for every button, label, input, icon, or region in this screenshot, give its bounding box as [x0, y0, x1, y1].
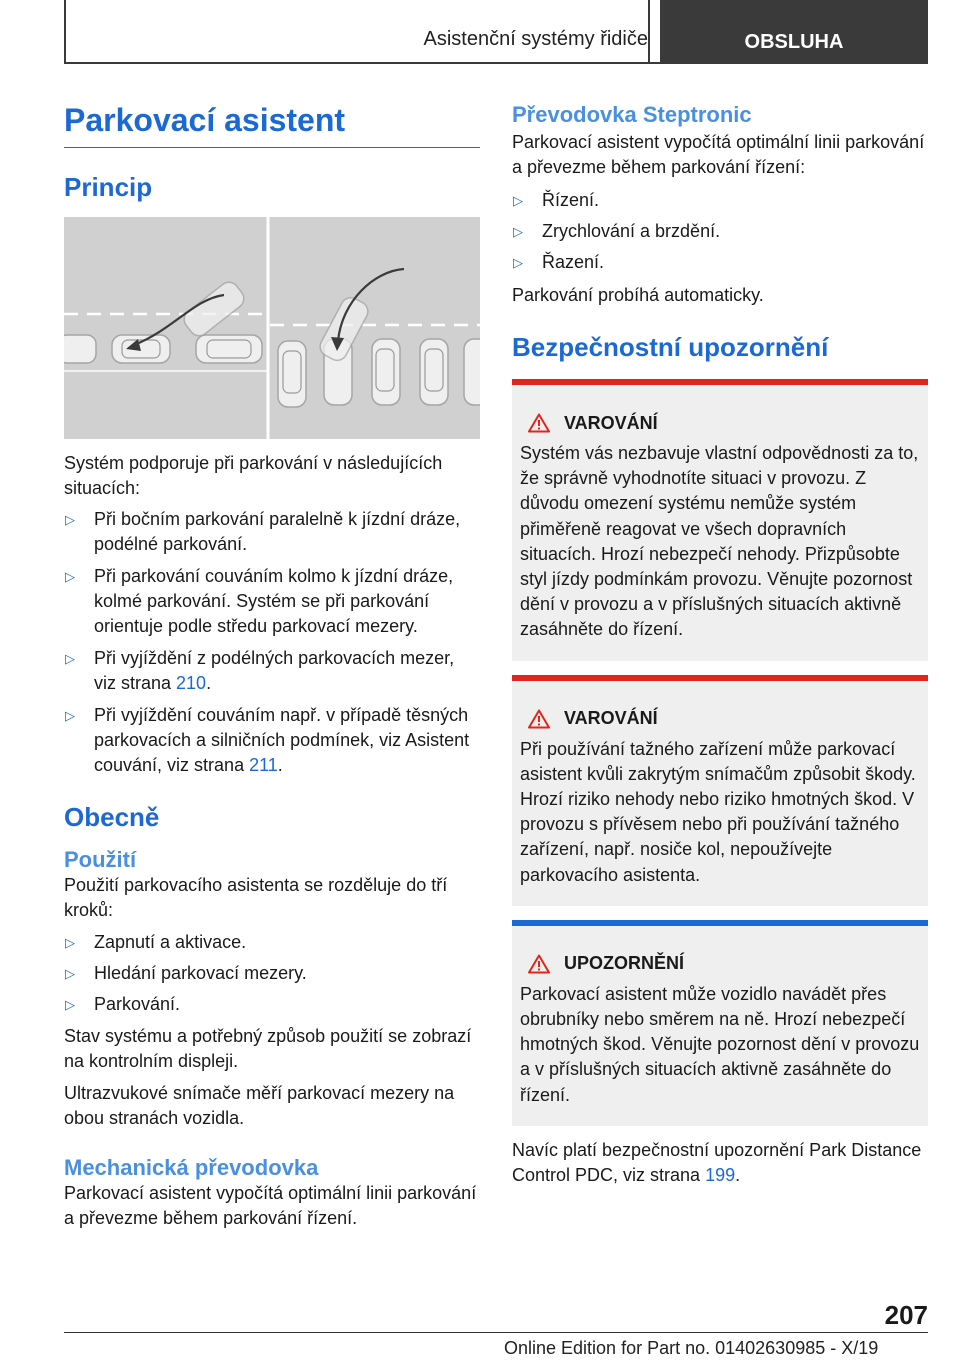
list-item: ▷ Při vyjíždění z podélných parkovacích mezer, viz strana 210. — [65, 648, 455, 693]
list-item: ▷ Při parkování couváním kolmo k jízdní dráze, kolmé parkování. Systém se při parkování orientuje podle středu parkovací mezery. — [65, 566, 454, 636]
warning-text: Při používání tažného zařízení může parkovací asistent kvůli zakrytým snímačům způsobit škody. Hrozí riziko nehody nebo riziko hmotných škod. V provozu s přívěsem nebo při používání tažného zařízení, např. nosiče kol, nepoužívejte parkovacího asistenta. — [520, 738, 916, 885]
list-item: ▷ Zrychlování a brzdění. — [512, 219, 928, 244]
princip-heading: Princip — [64, 172, 153, 202]
notice-label: UPOZORNĚNÍ — [564, 953, 685, 974]
warning-label: VAROVÁNÍ — [564, 412, 658, 433]
page-link-211[interactable]: 211 — [249, 755, 278, 775]
list-item: ▷ Hledání parkovací mezery. — [64, 961, 480, 986]
parking-illustration — [64, 217, 480, 439]
warning-box — [512, 675, 928, 906]
list-item: ▷ Řízení. — [512, 188, 928, 213]
triangle-bullet-icon: ▷ — [65, 569, 75, 584]
triangle-bullet-icon: ▷ — [65, 708, 75, 723]
status-paragraph: Stav systému a potřebný způsob použití se zobrazí na kontrolním displeji. — [64, 1026, 472, 1071]
obecne-heading: Obecně — [64, 802, 160, 832]
triangle-bullet-icon: ▷ — [65, 512, 75, 527]
triangle-bullet-icon: ▷ — [513, 193, 523, 208]
steps-list — [64, 930, 480, 1017]
page-title: Parkovací asistent — [64, 100, 480, 148]
page-link-199[interactable]: 199 — [705, 1164, 736, 1185]
left-column — [64, 100, 480, 1231]
mechanical-gearbox-text: Parkovací asistent vypočítá optimální linii parkování a převezme během parkování řízení. — [64, 1183, 477, 1228]
notice-text: Parkovací asistent může vozidlo navádět přes obrubníky nebo směrem na ně. Hrozí nebezpečí hmotných škod. Věnujte pozornost dění v provozu a v příslušných situacích aktivně zasáhněte do řízení. — [520, 983, 920, 1105]
list-item: ▷ Řazení. — [512, 250, 928, 275]
right-column — [512, 100, 928, 1188]
page-link-210[interactable]: 210 — [176, 673, 207, 693]
section-title: Asistenční systémy řidiče — [423, 28, 648, 50]
safety-heading: Bezpečnostní upozornění — [512, 332, 829, 362]
footer-rule — [64, 1332, 928, 1333]
pouziti-intro: Použití parkovacího asistenta se rozděluje do tří kroků: — [64, 875, 448, 920]
sensors-paragraph: Ultrazvukové snímače měří parkovací mezery na obou stranách vozidla. — [64, 1083, 455, 1128]
triangle-bullet-icon: ▷ — [513, 224, 523, 239]
list-item: ▷ Parkování. — [64, 992, 480, 1017]
triangle-bullet-icon: ▷ — [65, 651, 75, 666]
triangle-bullet-icon: ▷ — [513, 255, 523, 270]
chapter-tab: OBSLUHA — [660, 0, 928, 64]
steptronic-text: Parkovací asistent vypočítá optimální linii parkování a převezme během parkování řízení: — [512, 132, 925, 177]
pdc-paragraph: Navíc platí bezpečnostní upozornění Park Distance Control PDC, viz strana 199. — [512, 1139, 922, 1185]
pouziti-heading: Použití — [64, 847, 137, 872]
mechanical-gearbox-heading: Mechanická převodovka — [64, 1155, 319, 1180]
warning-text: Systém vás nezbavuje vlastní odpovědnosti za to, že správně vyhodnotíte situaci v provozu. Z důvodu omezení systému nemůže systém přiměřeně reagovat ve všech dopravních situacích. Hrozí nebezpečí nehody. Přizpůsobte styl jízdy podmínkám provozu. Věnujte pozornost dění v provozu a v příslušných situacích aktivně zasáhněte do řízení. — [520, 443, 919, 640]
list-item: ▷ Při vyjíždění couváním např. v případě těsných parkovacích a silničních podmínek, viz Asistent couvání, viz strana 211. — [65, 705, 470, 775]
automatic-parking-text: Parkování probíhá automaticky. — [512, 285, 764, 305]
warning-label: VAROVÁNÍ — [564, 708, 658, 729]
notice-box — [512, 920, 928, 1126]
page-number: 207 — [884, 1300, 928, 1330]
triangle-bullet-icon: ▷ — [65, 935, 75, 950]
edition-text: Online Edition for Part no. 01402630985 - X/19 — [504, 1338, 879, 1358]
princip-intro: Systém podporuje při parkování v následujících situacích: — [64, 453, 443, 498]
list-item: ▷ Při bočním parkování paralelně k jízdní dráze, podélné parkování. — [65, 509, 461, 554]
warning-triangle-icon — [528, 954, 550, 974]
steptronic-heading: Převodovka Steptronic — [512, 102, 752, 127]
warning-box — [512, 379, 928, 661]
triangle-bullet-icon: ▷ — [65, 966, 75, 981]
triangle-bullet-icon: ▷ — [65, 997, 75, 1012]
header-separator — [648, 0, 650, 64]
situations-list — [64, 507, 480, 778]
warning-triangle-icon — [528, 709, 550, 729]
warning-triangle-icon — [528, 413, 550, 433]
steptronic-list — [512, 188, 928, 275]
list-item: ▷ Zapnutí a aktivace. — [64, 930, 480, 955]
